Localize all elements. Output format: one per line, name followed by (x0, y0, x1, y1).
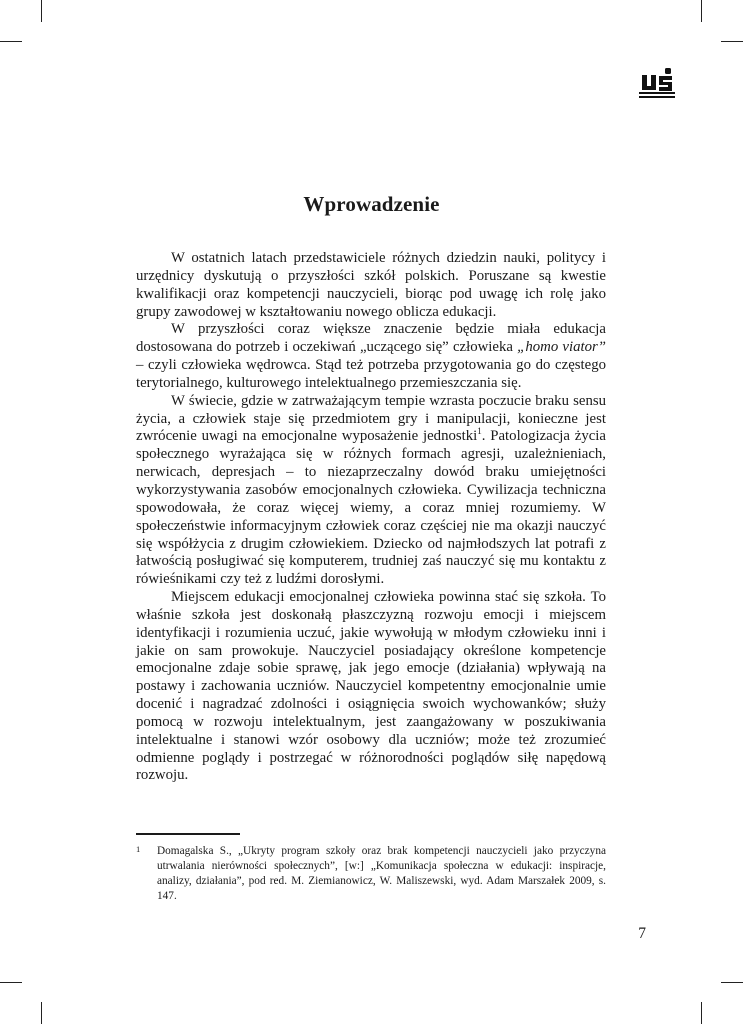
crop-mark (41, 0, 42, 22)
page-number: 7 (638, 925, 646, 942)
footnote-text: Domagalska S., „Ukryty program szkoły oraz brak kompetencji nauczycieli jako przyczyna utrwalania nierówności społecznych”, [w:] „Komunikacja społeczna w edukacji: inspiracje, analizy, działania”, pod red. M. Ziemianowicz, W. Maliszewski, wyd. Adam Marszałek 2009, s. 147. (157, 845, 606, 902)
crop-mark (0, 41, 22, 42)
footnote-number: 1 (136, 844, 141, 854)
publisher-logo-icon (636, 66, 678, 100)
footnote-divider (136, 833, 240, 835)
paragraph: Miejscem edukacji emocjonalnej człowieka powinna stać się szkoła. To właśnie szkoła jest doskonałą płaszczyzną rozwoju emocji i miejscem identyfikacji i rozumienia uczuć, jakie wywołują w młodym człowieku inni i jakie on sam prowokuje. Nauczyciel posiadający określone kompetencje emocjonalne zdaje sobie sprawę, jak jego emocje (działania) wpływają na postawy i zachowania uczniów. Nauczyciel kompetentny emocjonalnie umie docenić i nagradzać zdolności i osiągnięcia swoich wychowanków; służy pomocą w rozwoju intelektualnym, jest zaangażowany w poszukiwania intelektualne i stanowi wzór osobowy dla uczniów; może też zrozumieć odmienne poglądy i postrzegać w różnorodności poglądów siłę napędową rozwoju. (136, 589, 606, 784)
crop-mark (701, 0, 702, 22)
body-text (136, 250, 606, 785)
footnote-ref[interactable]: 1 (477, 426, 482, 437)
crop-mark (41, 1002, 42, 1024)
paragraph: W ostatnich latach przedstawiciele różnych dziedzin nauki, politycy i urzędnicy dyskutują o przyszłości szkół polskich. Poruszane są kwestie kwalifikacji oraz kompetencji nauczycieli, biorąc pod uwagę ich rolę jako grupy zawodowej w kształtowaniu nowego oblicza edukacji. (136, 250, 606, 320)
footnote (136, 844, 606, 904)
crop-mark (721, 982, 743, 983)
crop-mark (0, 982, 22, 983)
crop-mark (721, 41, 743, 42)
paragraph: W przyszłości coraz większe znaczenie będzie miała edukacja dostosowana do potrzeb i oczekiwań „uczącego się” człowieka „homo viator” – czyli człowieka wędrowca. Stąd też potrzeba przygotowania go do częstego terytorialnego, kulturowego intelektualnego przemieszczania się. (136, 321, 607, 391)
emphasis: „homo viator” (517, 339, 607, 356)
paragraph: W świecie, gdzie w zatrważającym tempie wzrasta poczucie braku sensu życia, a człowiek staje się przedmiotem gry i manipulacji, konieczne jest zwrócenie uwagi na emocjonalne wyposażenie jednostki$^1$. Patologizacja życia społecznego wyrażająca się w różnych formach agresji, uzależnieniach, nerwicach, depresjach – to niezaprzeczalny dowód braku umiejętności wykorzystywania zasobów emocjonalnych człowieka. Cywilizacja techniczna spowodowała, że coraz więcej wiemy, a coraz mniej rozumiemy. W społeczeństwie informacyjnym człowiek coraz częściej nie ma okazji nauczyć się współżycia z drugim człowiekiem. Dziecko od najmłodszych lat potrafi z łatwością posługiwać się komputerem, trudniej zaś nauczyć się mu kontaktu z rówieśnikami czy też z ludźmi dorosłymi. (136, 392, 606, 588)
page-title: Wprowadzenie (303, 192, 440, 216)
crop-mark (701, 1002, 702, 1024)
